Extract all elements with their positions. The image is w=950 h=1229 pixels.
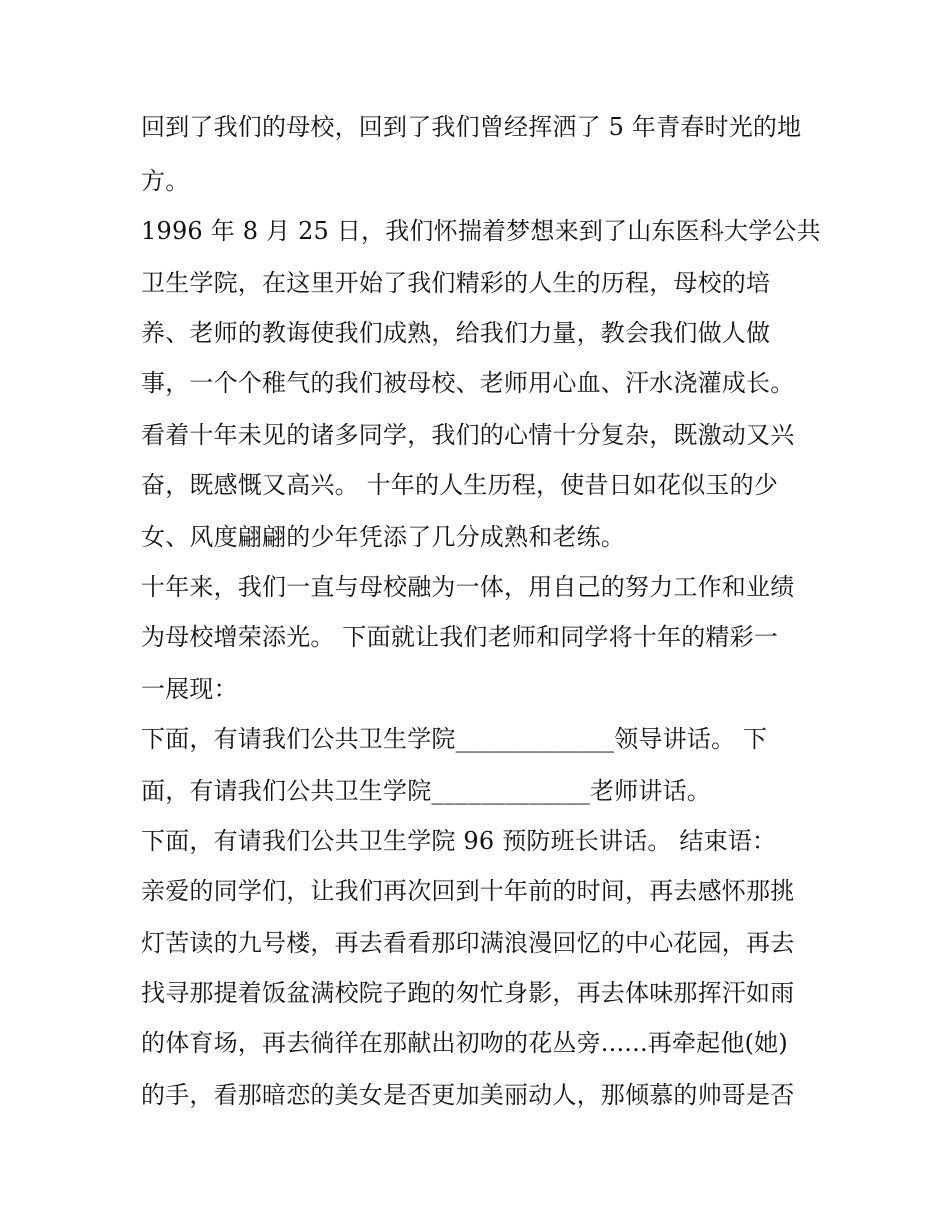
text-line: 看着十年未见的诸多同学，我们的心情十分复杂，既激动又兴 [141, 421, 795, 449]
text-line: 女、风度翩翩的少年凭添了几分成熟和老练。 [141, 523, 625, 551]
text-line: 的体育场，再去徜徉在那献出初吻的花丛旁......再牵起他(她) [141, 1029, 788, 1057]
text-line: 养、老师的教诲使我们成熟，给我们力量，教会我们做人做 [141, 319, 771, 347]
text-line: 回到了我们的母校，回到了我们曾经挥洒了 5 年青春时光的地 [141, 113, 802, 141]
text-line: 事，一个个稚气的我们被母校、老师用心血、汗水浇灌成长。 [141, 369, 795, 397]
text-line: 1996 年 8 月 25 日，我们怀揣着梦想来到了山东医科大学公共 [141, 217, 821, 245]
text-line: 卫生学院，在这里开始了我们精彩的人生的历程，母校的培 [141, 269, 771, 297]
text-line: 的手，看那暗恋的美女是否更加美丽动人，那倾慕的帅哥是否 [141, 1081, 795, 1109]
text-line: 下面，有请我们公共卫生学院 96 预防班长讲话。 结束语： [141, 827, 777, 855]
text-line: 面，有请我们公共卫生学院_____________老师讲话。 [141, 777, 711, 805]
text-line: 一展现： [141, 675, 238, 703]
text-line: 为母校增荣添光。 下面就让我们老师和同学将十年的精彩一 [141, 623, 779, 651]
text-line: 方。 [141, 167, 190, 195]
text-line: 下面，有请我们公共卫生学院_____________领导讲话。 下 [141, 725, 768, 753]
text-line: 十年来，我们一直与母校融为一体，用自己的努力工作和业绩 [141, 573, 795, 601]
text-line: 奋，既感慨又高兴。 十年的人生历程，使昔日如花似玉的少 [141, 471, 779, 499]
text-line: 亲爱的同学们，让我们再次回到十年前的时间，再去感怀那挑 [141, 877, 795, 905]
text-line: 找寻那提着饭盆满校院子跑的匆忙身影，再去体味那挥汗如雨 [141, 979, 795, 1007]
text-line: 灯苦读的九号楼，再去看看那印满浪漫回忆的中心花园，再去 [141, 929, 795, 957]
